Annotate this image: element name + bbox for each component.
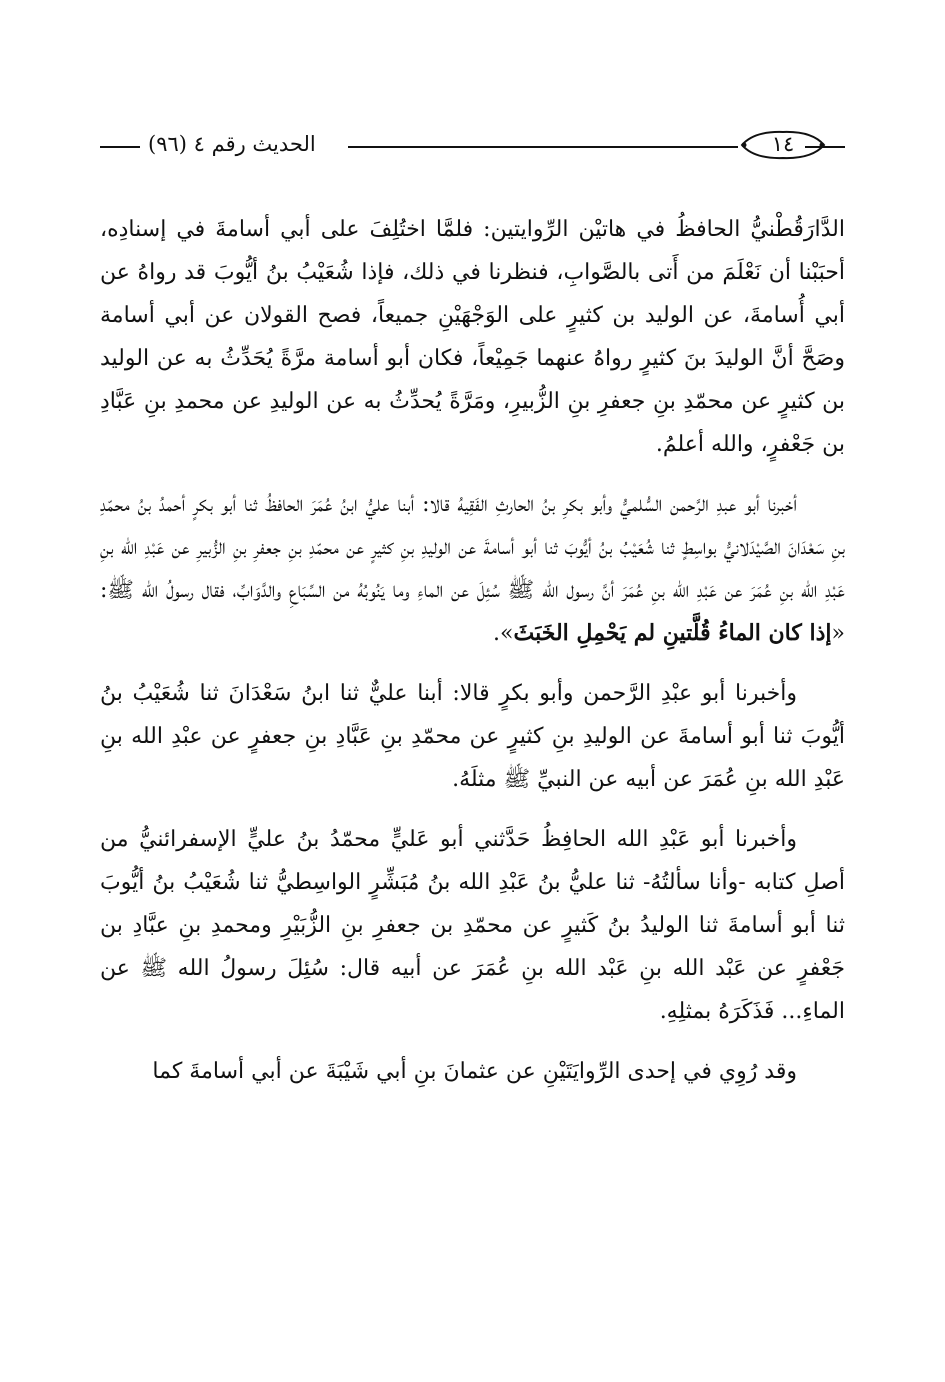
page-number-ornament	[740, 130, 826, 160]
paragraph-4: وأخبرنا أبو عَبْدِ الله الحافِظُ حَدَّثني أبو عَليٍّ محمّدُ بنُ عليٍّ الإسفرائنيُّ من أصلِ كتابه -وأنا سألتُهُ- ثنا عليُّ بنُ عَبْدِ الله بنُ مُبَشِّرٍ الواسِطيُّ ثنا شُعَيْبُ بنُ أيُّوبَ ثنا أبو أسامةَ ثنا الوليدُ بنُ كَثيرٍ عن محمّدِ بن جعفرِ بنِ الزُّبَيْرِ ومحمدِ بنِ عبَّادِ بن جَعْفرٍ عن عَبْد الله بنِ عَبْد الله بنِ عُمَرَ عن أبيه قال: سُئِلَ رسولُ الله ﷺ عن الماءِ... فَذَكَرَهُ بمثلِهِ.	[100, 827, 845, 1024]
page-number: ١٤	[771, 132, 795, 156]
paragraph-5: وقد رُوِي في إحدى الرِّوايَتَيْنِ عن عثمانَ بنِ أبي شَيْبَةَ عن أبي أسامةَ كما	[152, 1059, 797, 1084]
running-title: الحديث رقم ٤ (٩٦)	[148, 132, 316, 156]
hadith-matn: إذا كان الماءُ قُلَّتينِ لم يَحْمِلِ الخَبَثَ	[513, 620, 832, 646]
paragraph-2-close: ».	[493, 621, 514, 646]
paragraph-1: الدَّارَقُطْنيُّ الحافظُ في هاتيْن الرِّوايتين: فلمَّا اختُلِفَ على أبي أسامةَ في إسنادِه، أحبَبْنا أن نَعْلَمَ من أَتى بالصَّوابِ، فنظرنا في ذلك، فإذا شُعَيْبُ بنُ أيُّوبَ قد رواهُ عن أبي أُسامةَ، عن الوليد بن كثيرٍ على الوَجْهَيْنِ جميعاً، فصح القولان عن أبي أسامة وصَحَّ أنَّ الوليدَ بنَ كثيرٍ رواهُ عنهما جَمِيْعاً، فكان أبو أسامة مرَّةً يُحَدِّثُ به عن الوليد بن كثيرٍ عن محمّدِ بنِ جعفرِ بنِ الزُّبيرِ، ومَرَّةً يُحدِّثُ به عن الوليدِ عن محمدِ بنِ عَبَّادِ بن جَعْفرٍ، والله أعلمُ.	[100, 217, 845, 457]
page-body	[100, 208, 845, 1110]
paragraph-3: وأخبرنا أبو عبْدِ الرَّحمن وأبو بكرٍ قالا: أبنا عليٌّ ثنا ابنُ سَعْدَانَ ثنا شُعَيْبُ بنُ أيُّوبَ ثنا أبو أسامةَ عن الوليدِ بنِ كثيرٍ عن محمّدِ بنِ عَبَّادِ بنِ جعفرٍ عن عبْدِ الله بنِ عَبْدِ الله بنِ عُمَرَ عن أبيه عن النبيِّ ﷺ مثلَهُ.	[100, 681, 845, 792]
header-rule-left	[100, 146, 140, 148]
paragraph-2	[100, 483, 845, 655]
paragraph-2-isnad: أخبرنا أبو عبدِ الرَّحمن السُّلميُّ وأبو بكرِ بنُ الحارثِ الفَقِيهُ قالا: أبنا عليُّ ابنُ عُمَرَ الحافظُ ثنا أبو بكرٍ أحمدُ بنُ محمّدِ بنِ سَعْدَانَ الصَّيْدَلانيُّ بواسِطٍ ثنا شُعَيْبُ بنُ أيُّوبَ ثنا أبو أسامةَ عن الوليدِ بنِ كثيرٍ عن محمّدِ بنِ جعفرِ بنِ الزُّبيرِ عن عَبْدِ الله بنِ عَبْدِ الله بنِ عُمَرَ عن عَبْدِ الله بنِ عُمَرَ أنَّ رسول الله ﷺ سُئِلَ عن الماءِ وما يَنُوبُهُ من السِّبَاعِ والدَّوَابِّ، فقال رسولُ الله ﷺ: «	[100, 492, 845, 646]
header-rule-right	[805, 146, 845, 148]
running-header	[100, 128, 845, 164]
header-rule-middle	[348, 146, 738, 148]
